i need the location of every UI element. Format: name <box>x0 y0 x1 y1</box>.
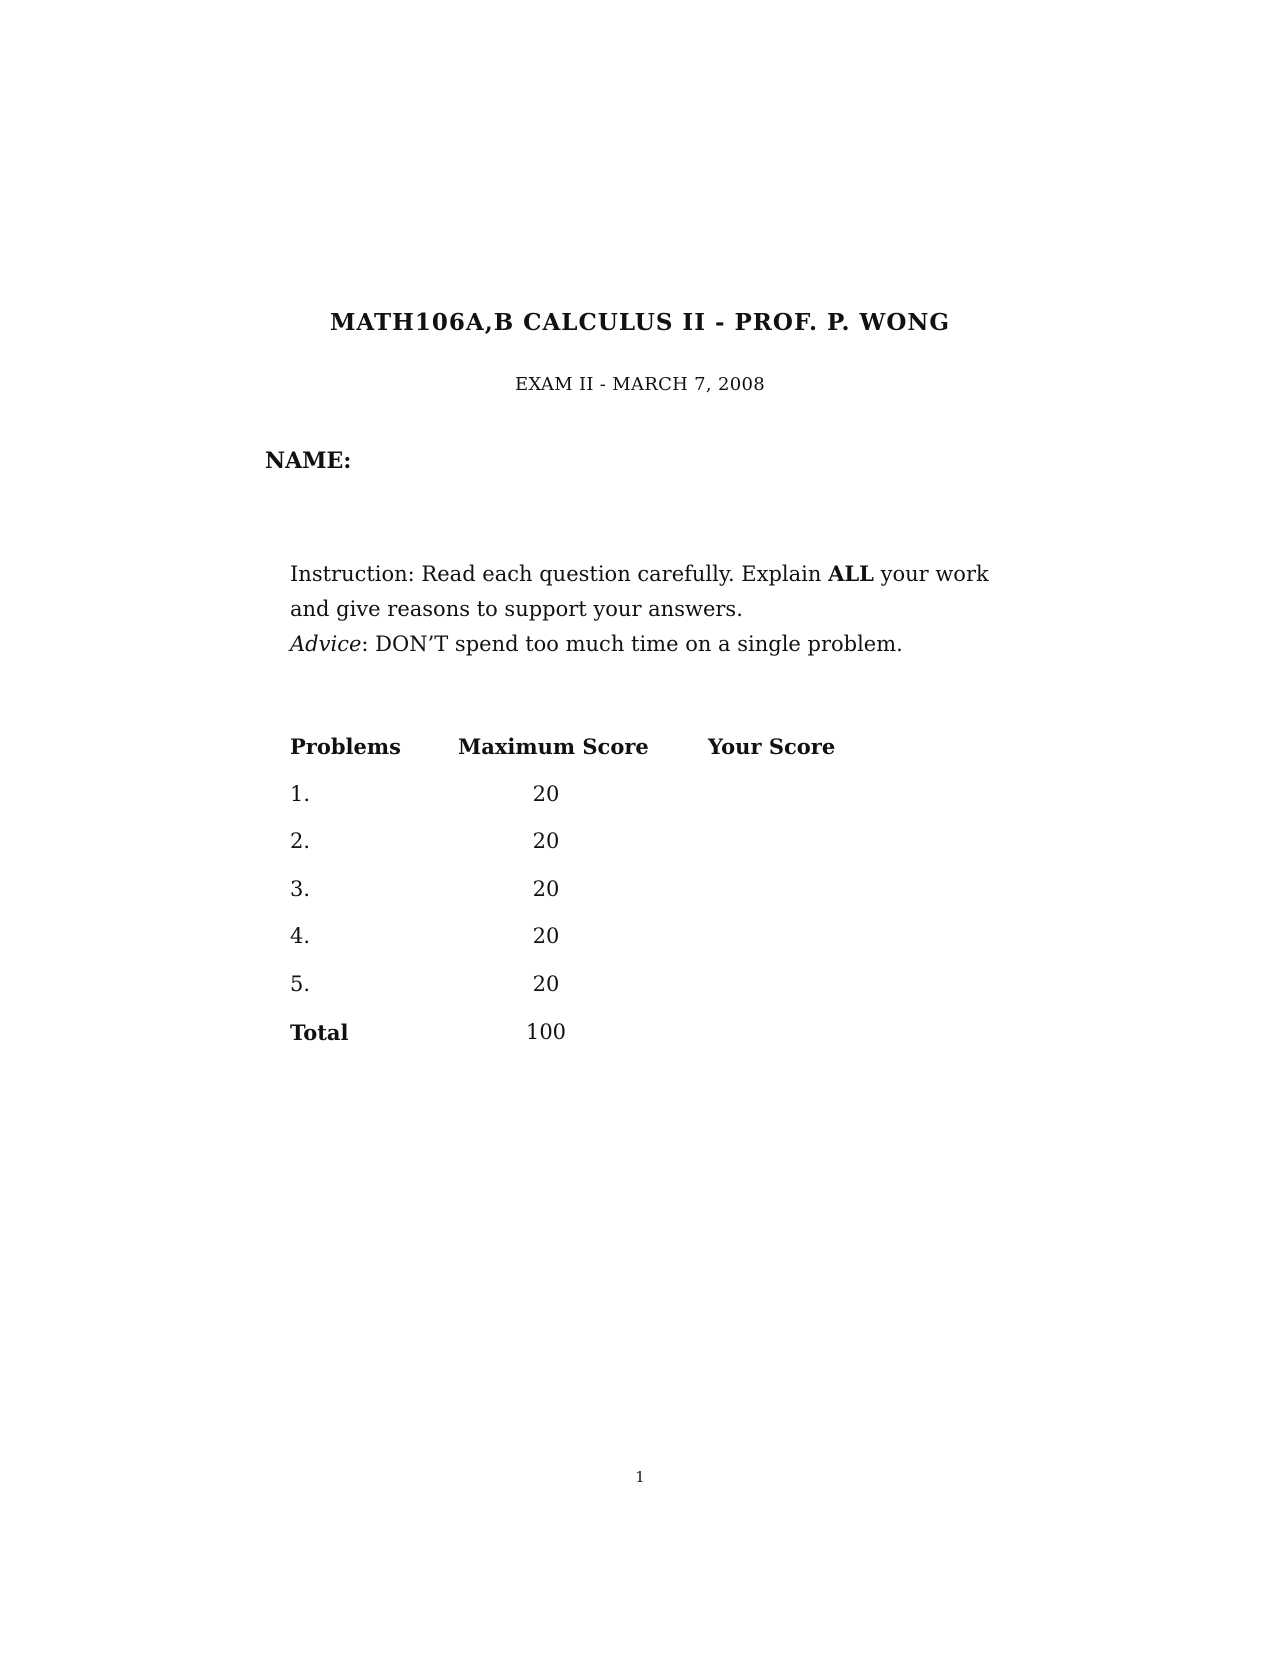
total-label: Total <box>290 1019 349 1045</box>
exam-subtitle: EXAM II - MARCH 7, 2008 <box>515 374 765 395</box>
instruction-text-start: Instruction: Read each question carefully. Explain <box>290 562 829 586</box>
instruction-paragraph <box>265 556 1025 627</box>
instructions-block <box>265 556 1025 662</box>
name-label: NAME: <box>265 448 352 474</box>
advice-text: : DON’T spend too much time on a single problem. <box>361 632 903 656</box>
instruction-emphasis: ALL <box>828 561 874 586</box>
problem-number: 3. <box>290 876 311 901</box>
instruction-text-end: your work and give reasons to support your answers. <box>290 562 989 621</box>
problem-number: 2. <box>290 829 311 854</box>
maximum-score-value: 20 <box>532 829 560 854</box>
maximum-score-value: 20 <box>532 781 560 806</box>
advice-paragraph <box>265 627 1025 662</box>
advice-label: Advice <box>290 632 362 656</box>
total-maximum-score: 100 <box>525 1019 567 1044</box>
maximum-score-value: 20 <box>532 876 560 901</box>
maximum-score-value: 20 <box>532 971 560 996</box>
header-your-score: Your Score <box>708 734 836 759</box>
header-problems: Problems <box>290 734 401 759</box>
exam-title: MATH106A,B CALCULUS II - PROF. P. WONG <box>329 309 951 336</box>
maximum-score-value: 20 <box>532 924 560 949</box>
problem-number: 4. <box>290 924 311 949</box>
problem-number: 5. <box>290 971 311 996</box>
problem-number: 1. <box>290 781 311 806</box>
page-number: 1 <box>635 1468 645 1486</box>
header-maximum-score: Maximum Score <box>458 734 649 759</box>
